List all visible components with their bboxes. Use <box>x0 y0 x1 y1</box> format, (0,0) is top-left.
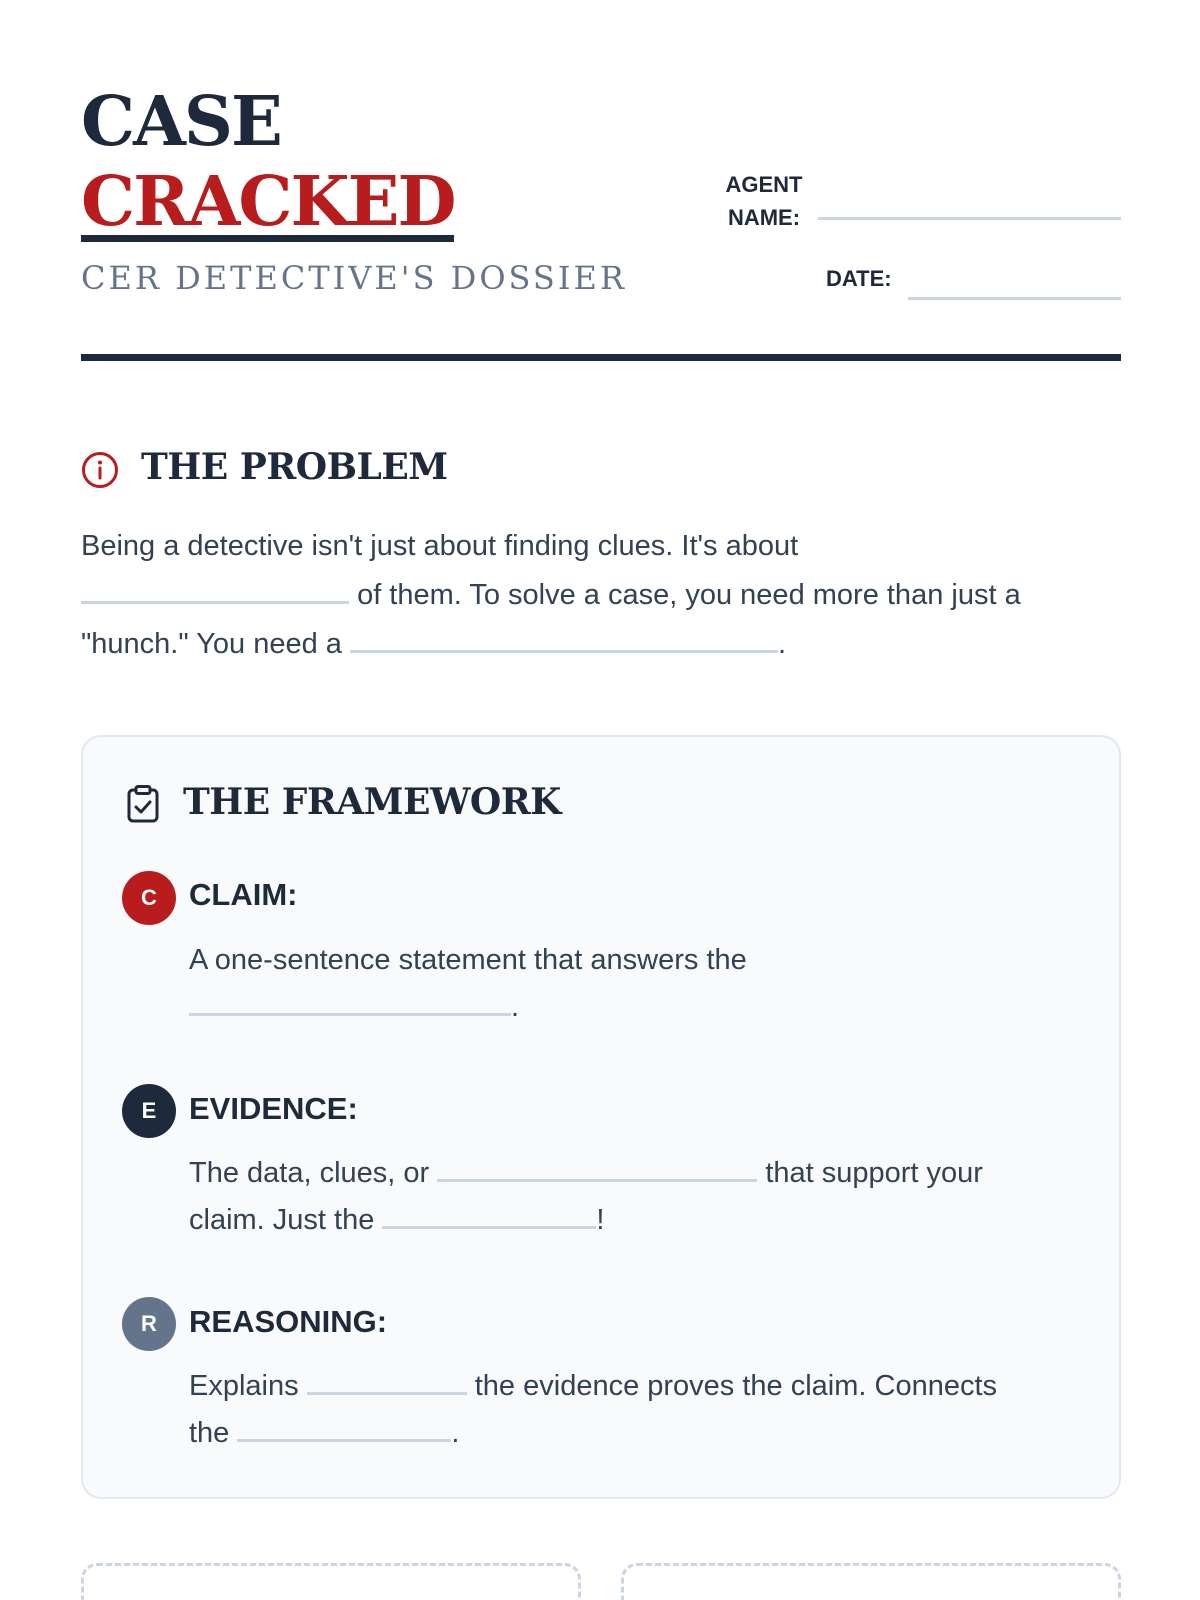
date-label: DATE: <box>826 266 892 291</box>
claim-description <box>189 937 1069 1031</box>
evidence-text-2: that support your <box>765 1157 983 1189</box>
bottom-card-left <box>81 1563 581 1600</box>
reasoning-description <box>189 1363 1069 1457</box>
reasoning-blank-1[interactable] <box>307 1369 467 1395</box>
agent-label-line1: AGENT <box>725 172 803 197</box>
problem-heading: THE PROBLEM <box>141 446 448 488</box>
title-line-case: CASE <box>81 82 281 162</box>
problem-paragraph <box>81 522 1121 669</box>
evidence-text-1: The data, clues, or <box>189 1157 430 1189</box>
reasoning-text-1: Explains <box>189 1370 299 1402</box>
evidence-description <box>189 1150 1069 1244</box>
claim-text-2: . <box>511 991 520 1023</box>
claim-heading: CLAIM: <box>189 877 298 912</box>
bottom-card-right <box>621 1563 1121 1600</box>
header-divider <box>81 354 1121 361</box>
page-subtitle: CER DETECTIVE'S DOSSIER <box>81 259 627 297</box>
evidence-badge: E <box>122 1084 176 1138</box>
evidence-heading: EVIDENCE: <box>189 1091 358 1126</box>
claim-blank-1[interactable] <box>189 990 511 1016</box>
reasoning-text-2: the evidence proves the claim. Connects <box>474 1370 998 1402</box>
problem-blank-2[interactable] <box>350 627 778 653</box>
evidence-blank-2[interactable] <box>382 1203 596 1229</box>
problem-text-1: Being a detective isn't just about finding clues. It's about <box>81 530 799 562</box>
reasoning-badge: R <box>122 1297 176 1351</box>
agent-name-field[interactable] <box>818 217 1121 220</box>
date-field[interactable] <box>908 297 1121 300</box>
evidence-text-4: ! <box>596 1204 605 1236</box>
problem-text-4: . <box>777 628 787 660</box>
reasoning-blank-2[interactable] <box>237 1416 451 1442</box>
reasoning-text-4: . <box>451 1417 460 1449</box>
agent-name-label <box>716 168 812 234</box>
framework-heading: THE FRAMEWORK <box>183 781 561 823</box>
problem-text-3: "hunch." You need a <box>81 628 342 660</box>
title-line-cracked: CRACKED <box>81 162 455 242</box>
claim-text-1: A one-sentence statement that answers the <box>189 944 747 976</box>
clipboard-check-icon <box>124 784 162 824</box>
problem-text-2: of them. To solve a case, you need more than just a <box>357 579 1021 611</box>
info-icon <box>80 450 120 490</box>
agent-label-line2: NAME: <box>727 205 801 230</box>
problem-blank-1[interactable] <box>81 578 349 604</box>
evidence-text-3: claim. Just the <box>189 1204 375 1236</box>
evidence-blank-1[interactable] <box>437 1156 757 1182</box>
reasoning-text-3: the <box>189 1417 230 1449</box>
reasoning-heading: REASONING: <box>189 1304 388 1339</box>
claim-badge: C <box>122 871 176 925</box>
